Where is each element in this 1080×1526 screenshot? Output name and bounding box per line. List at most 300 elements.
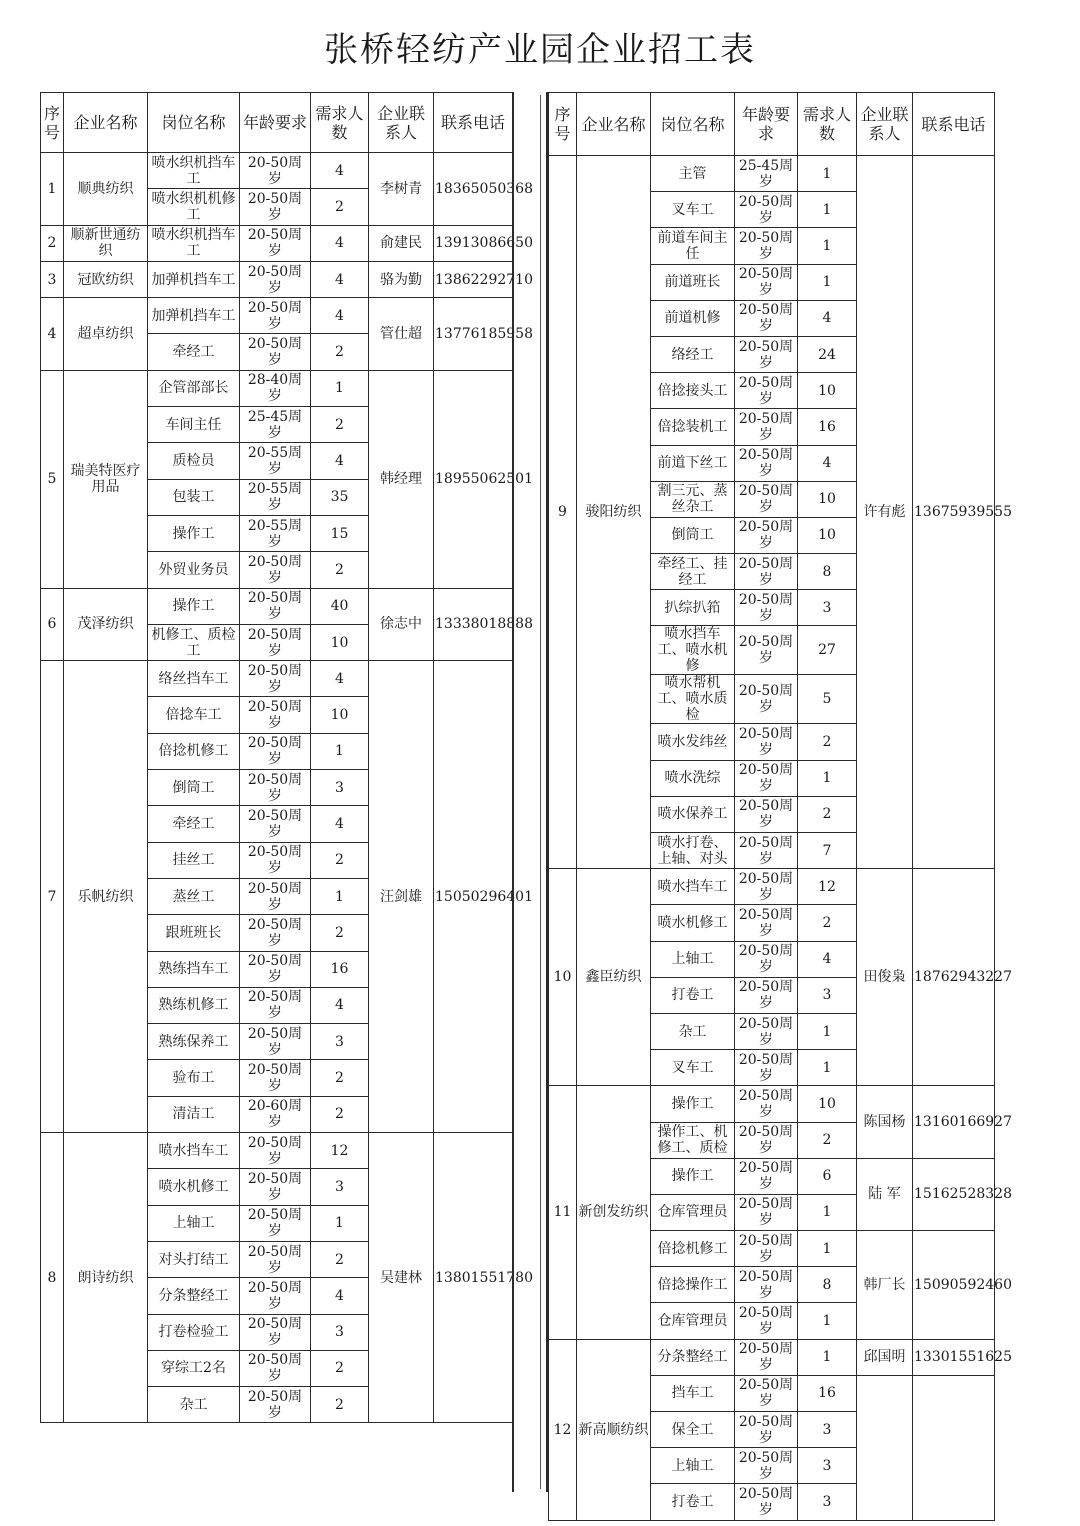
age-cell: 20-50周岁 (735, 675, 798, 724)
need-count-cell: 27 (798, 626, 857, 675)
position-cell: 打卷检验工 (148, 1314, 240, 1350)
age-cell: 20-50周岁 (735, 796, 798, 832)
age-cell: 20-50周岁 (735, 1339, 798, 1375)
phone-cell: 18955062501 (434, 370, 513, 588)
table-row (41, 225, 513, 261)
center-separator-line (540, 95, 541, 1489)
recruitment-table-right (548, 92, 1012, 1521)
age-cell: 20-50周岁 (240, 1387, 311, 1423)
position-cell: 仓库管理员 (651, 1194, 735, 1230)
need-count-cell: 12 (798, 869, 857, 905)
position-cell: 叉车工 (651, 192, 735, 228)
contact-person-cell: 吴建林 (369, 1133, 434, 1423)
header-contact: 企业联系人 (857, 93, 913, 156)
position-cell: 操作工 (148, 588, 240, 624)
need-count-cell: 3 (311, 1169, 369, 1205)
need-count-cell: 2 (311, 1241, 369, 1277)
contact-person-cell: 许有彪 (857, 156, 913, 869)
seq-cell: 3 (41, 261, 64, 297)
position-cell: 操作工 (651, 1158, 735, 1194)
position-cell: 倍捻机修工 (148, 733, 240, 769)
contact-person-cell: 汪剑雄 (369, 661, 434, 1133)
need-count-cell: 2 (311, 407, 369, 443)
seq-cell: 9 (549, 156, 577, 869)
age-cell: 20-50周岁 (240, 334, 311, 370)
need-count-cell: 10 (798, 481, 857, 517)
company-name-cell: 超卓纺织 (64, 298, 148, 371)
age-cell: 20-50周岁 (735, 1086, 798, 1122)
company-name-cell: 顺新世通纺织 (64, 225, 148, 261)
position-cell: 喷水织机挡车工 (148, 153, 240, 189)
position-cell: 上轴工 (148, 1205, 240, 1241)
company-name-cell: 茂泽纺织 (64, 588, 148, 661)
need-count-cell: 8 (798, 1267, 857, 1303)
need-count-cell: 3 (798, 590, 857, 626)
contact-person-cell: 李树青 (369, 153, 434, 226)
need-count-cell: 1 (798, 264, 857, 300)
seq-cell: 10 (549, 869, 577, 1086)
phone-cell: 18762943227 (913, 869, 995, 1086)
position-cell: 跟班班长 (148, 915, 240, 951)
age-cell: 20-50周岁 (735, 833, 798, 869)
position-cell: 熟练挡车工 (148, 951, 240, 987)
position-cell: 络丝挡车工 (148, 661, 240, 697)
position-cell: 分条整经工 (651, 1339, 735, 1375)
need-count-cell: 10 (311, 624, 369, 660)
age-cell: 20-50周岁 (735, 1158, 798, 1194)
need-count-cell: 16 (311, 951, 369, 987)
position-cell: 喷水帮机工、喷水质检 (651, 675, 735, 724)
age-cell: 20-50周岁 (240, 298, 311, 334)
phone-cell: 18365050368 (434, 153, 513, 226)
age-cell: 20-50周岁 (240, 915, 311, 951)
seq-cell: 11 (549, 1086, 577, 1339)
seq-cell: 12 (549, 1339, 577, 1520)
need-count-cell: 1 (798, 760, 857, 796)
age-cell: 20-50周岁 (240, 661, 311, 697)
position-cell: 车间主任 (148, 407, 240, 443)
age-cell: 20-50周岁 (240, 1133, 311, 1169)
header-need: 需求人数 (311, 93, 369, 153)
age-cell: 20-50周岁 (735, 1194, 798, 1230)
age-cell: 20-50周岁 (240, 261, 311, 297)
age-cell: 20-50周岁 (240, 1169, 311, 1205)
age-cell: 28-40周岁 (240, 370, 311, 406)
contact-person-cell (857, 1375, 913, 1520)
age-cell: 20-50周岁 (735, 760, 798, 796)
position-cell: 上轴工 (651, 1448, 735, 1484)
age-cell: 20-55周岁 (240, 443, 311, 479)
contact-person-cell: 田俊枭 (857, 869, 913, 1086)
header-phone: 联系电话 (434, 93, 513, 153)
age-cell: 20-50周岁 (240, 697, 311, 733)
need-count-cell: 2 (798, 905, 857, 941)
need-count-cell: 6 (798, 1158, 857, 1194)
header-age: 年龄要求 (240, 93, 311, 153)
need-count-cell: 5 (798, 675, 857, 724)
header-contact: 企业联系人 (369, 93, 434, 153)
age-cell: 20-50周岁 (240, 1314, 311, 1350)
age-cell: 20-50周岁 (735, 445, 798, 481)
need-count-cell: 4 (798, 445, 857, 481)
age-cell: 20-50周岁 (735, 1122, 798, 1158)
need-count-cell: 2 (798, 1122, 857, 1158)
age-cell: 20-50周岁 (735, 192, 798, 228)
seq-cell: 7 (41, 661, 64, 1133)
age-cell: 20-50周岁 (735, 1303, 798, 1339)
position-cell: 质检员 (148, 443, 240, 479)
age-cell: 20-50周岁 (240, 806, 311, 842)
position-cell: 清洁工 (148, 1096, 240, 1132)
position-cell: 扒综扒筘 (651, 590, 735, 626)
age-cell: 20-50周岁 (735, 1231, 798, 1267)
need-count-cell: 4 (311, 987, 369, 1023)
table-row (549, 1086, 995, 1122)
need-count-cell: 4 (798, 941, 857, 977)
age-cell: 20-50周岁 (735, 626, 798, 675)
position-cell: 蒸丝工 (148, 878, 240, 914)
table-row (549, 1339, 995, 1375)
need-count-cell: 1 (798, 1303, 857, 1339)
header-position: 岗位名称 (148, 93, 240, 153)
age-cell: 20-50周岁 (240, 842, 311, 878)
table-row (41, 261, 513, 297)
table-row (41, 1133, 513, 1169)
age-cell: 20-50周岁 (735, 517, 798, 553)
center-separator (512, 92, 548, 1492)
need-count-cell: 4 (311, 153, 369, 189)
company-name-cell: 朗诗纺织 (64, 1133, 148, 1423)
position-cell: 倍捻接头工 (651, 373, 735, 409)
position-cell: 熟练机修工 (148, 987, 240, 1023)
header-row (549, 93, 995, 156)
position-cell: 对头打结工 (148, 1241, 240, 1277)
age-cell: 20-50周岁 (240, 1205, 311, 1241)
need-count-cell: 1 (311, 733, 369, 769)
need-count-cell: 2 (311, 1387, 369, 1423)
company-name-cell: 乐帆纺织 (64, 661, 148, 1133)
position-cell: 打卷工 (651, 1484, 735, 1520)
seq-cell: 6 (41, 588, 64, 661)
need-count-cell: 16 (798, 409, 857, 445)
age-cell: 20-50周岁 (240, 1350, 311, 1386)
position-cell: 挡车工 (651, 1375, 735, 1411)
header-phone: 联系电话 (913, 93, 995, 156)
need-count-cell: 40 (311, 588, 369, 624)
position-cell: 加弹机挡车工 (148, 298, 240, 334)
contact-person-cell: 陆 军 (857, 1158, 913, 1230)
need-count-cell: 10 (798, 517, 857, 553)
table-row (41, 661, 513, 697)
need-count-cell: 1 (798, 156, 857, 192)
age-cell: 20-50周岁 (735, 590, 798, 626)
age-cell: 20-50周岁 (240, 733, 311, 769)
age-cell: 20-50周岁 (735, 1050, 798, 1086)
age-cell: 20-50周岁 (240, 987, 311, 1023)
phone-cell: 13862292710 (434, 261, 513, 297)
position-cell: 分条整经工 (148, 1278, 240, 1314)
position-cell: 企管部部长 (148, 370, 240, 406)
position-cell: 叉车工 (651, 1050, 735, 1086)
age-cell: 20-50周岁 (735, 1448, 798, 1484)
seq-cell: 5 (41, 370, 64, 588)
header-position: 岗位名称 (651, 93, 735, 156)
table-row (41, 298, 513, 334)
age-cell: 20-50周岁 (240, 878, 311, 914)
age-cell: 20-50周岁 (240, 189, 311, 225)
header-age: 年龄要求 (735, 93, 798, 156)
age-cell: 20-50周岁 (735, 1013, 798, 1049)
age-cell: 20-50周岁 (240, 624, 311, 660)
age-cell: 20-50周岁 (240, 1024, 311, 1060)
age-cell: 20-50周岁 (240, 588, 311, 624)
need-count-cell: 2 (311, 334, 369, 370)
header-seq: 序号 (41, 93, 64, 153)
seq-cell: 4 (41, 298, 64, 371)
position-cell: 喷水织机挡车工 (148, 225, 240, 261)
need-count-cell: 2 (311, 1060, 369, 1096)
position-cell: 喷水挡车工 (148, 1133, 240, 1169)
phone-cell: 13801551780 (434, 1133, 513, 1423)
page-title: 张桥轻纺产业园企业招工表 (324, 30, 756, 70)
need-count-cell: 35 (311, 479, 369, 515)
age-cell: 20-50周岁 (735, 941, 798, 977)
phone-cell: 15050296401 (434, 661, 513, 1133)
position-cell: 前道机修 (651, 300, 735, 336)
need-count-cell: 1 (798, 1013, 857, 1049)
need-count-cell: 10 (798, 1086, 857, 1122)
need-count-cell: 2 (311, 189, 369, 225)
position-cell: 包装工 (148, 479, 240, 515)
need-count-cell: 3 (798, 1448, 857, 1484)
age-cell: 20-50周岁 (240, 225, 311, 261)
position-cell: 保全工 (651, 1412, 735, 1448)
need-count-cell: 12 (311, 1133, 369, 1169)
company-name-cell: 顺典纺织 (64, 153, 148, 226)
need-count-cell: 16 (798, 1375, 857, 1411)
position-cell: 熟练保养工 (148, 1024, 240, 1060)
phone-cell: 13675939555 (913, 156, 995, 869)
table-row (41, 588, 513, 624)
table-row (41, 153, 513, 189)
need-count-cell: 4 (311, 806, 369, 842)
need-count-cell: 1 (311, 1205, 369, 1241)
need-count-cell: 4 (311, 225, 369, 261)
phone-cell: 15090592460 (913, 1231, 995, 1340)
need-count-cell: 1 (311, 370, 369, 406)
age-cell: 20-50周岁 (735, 977, 798, 1013)
contact-person-cell: 徐志中 (369, 588, 434, 661)
phone-cell: 13160166927 (913, 1086, 995, 1158)
table-row (549, 869, 995, 905)
position-cell: 络经工 (651, 336, 735, 372)
position-cell: 牵经工 (148, 334, 240, 370)
position-cell: 牵经工、挂经工 (651, 554, 735, 590)
position-cell: 喷水机修工 (148, 1169, 240, 1205)
company-name-cell: 新创发纺织 (577, 1086, 651, 1339)
position-cell: 倒筒工 (148, 770, 240, 806)
position-cell: 喷水机修工 (651, 905, 735, 941)
contact-person-cell: 骆为勤 (369, 261, 434, 297)
position-cell: 喷水发纬丝 (651, 724, 735, 760)
need-count-cell: 10 (311, 697, 369, 733)
position-cell: 倒筒工 (651, 517, 735, 553)
need-count-cell: 2 (311, 1096, 369, 1132)
position-cell: 倍捻车工 (148, 697, 240, 733)
age-cell: 20-50周岁 (735, 1484, 798, 1520)
position-cell: 主管 (651, 156, 735, 192)
phone-cell: 13913086650 (434, 225, 513, 261)
age-cell: 20-50周岁 (735, 336, 798, 372)
position-cell: 操作工 (651, 1086, 735, 1122)
header-company: 企业名称 (64, 93, 148, 153)
position-cell: 喷水保养工 (651, 796, 735, 832)
position-cell: 喷水挡车工 (651, 869, 735, 905)
age-cell: 20-50周岁 (735, 554, 798, 590)
need-count-cell: 3 (311, 1314, 369, 1350)
position-cell: 挂丝工 (148, 842, 240, 878)
table-row (549, 156, 995, 192)
need-count-cell: 2 (311, 552, 369, 588)
need-count-cell: 4 (311, 1278, 369, 1314)
age-cell: 20-50周岁 (735, 869, 798, 905)
need-count-cell: 3 (798, 1484, 857, 1520)
need-count-cell: 2 (798, 724, 857, 760)
position-cell: 前道下丝工 (651, 445, 735, 481)
need-count-cell: 1 (798, 228, 857, 264)
position-cell: 倍捻机修工 (651, 1231, 735, 1267)
table-row (41, 370, 513, 406)
need-count-cell: 2 (798, 796, 857, 832)
age-cell: 20-50周岁 (240, 1060, 311, 1096)
contact-person-cell: 邱国明 (857, 1339, 913, 1375)
phone-cell (913, 1375, 995, 1520)
age-cell: 20-50周岁 (240, 770, 311, 806)
header-company: 企业名称 (577, 93, 651, 156)
age-cell: 20-50周岁 (735, 373, 798, 409)
position-cell: 喷水打卷、上轴、对头 (651, 833, 735, 869)
age-cell: 20-50周岁 (735, 724, 798, 760)
need-count-cell: 1 (798, 1339, 857, 1375)
age-cell: 20-50周岁 (735, 264, 798, 300)
company-name-cell: 冠欧纺织 (64, 261, 148, 297)
seq-cell: 2 (41, 225, 64, 261)
need-count-cell: 1 (798, 1194, 857, 1230)
position-cell: 杂工 (651, 1013, 735, 1049)
need-count-cell: 1 (798, 192, 857, 228)
age-cell: 20-50周岁 (735, 905, 798, 941)
need-count-cell: 1 (311, 878, 369, 914)
need-count-cell: 3 (798, 1412, 857, 1448)
need-count-cell: 3 (311, 770, 369, 806)
age-cell: 20-55周岁 (240, 479, 311, 515)
position-cell: 前道班长 (651, 264, 735, 300)
position-cell: 前道车间主任 (651, 228, 735, 264)
need-count-cell: 4 (311, 443, 369, 479)
company-name-cell: 骏阳纺织 (577, 156, 651, 869)
position-cell: 喷水洗综 (651, 760, 735, 796)
age-cell: 20-50周岁 (735, 481, 798, 517)
position-cell: 操作工、机修工、质检 (651, 1122, 735, 1158)
header-row (41, 93, 513, 153)
need-count-cell: 10 (798, 373, 857, 409)
position-cell: 仓库管理员 (651, 1303, 735, 1339)
phone-cell: 13301551625 (913, 1339, 995, 1375)
position-cell: 杂工 (148, 1387, 240, 1423)
age-cell: 20-50周岁 (240, 153, 311, 189)
age-cell: 20-50周岁 (240, 1241, 311, 1277)
age-cell: 20-50周岁 (735, 409, 798, 445)
header-seq: 序号 (549, 93, 577, 156)
need-count-cell: 8 (798, 554, 857, 590)
age-cell: 25-45周岁 (735, 156, 798, 192)
company-name-cell: 新高顺纺织 (577, 1339, 651, 1520)
age-cell: 20-50周岁 (735, 300, 798, 336)
position-cell: 穿综工2名 (148, 1350, 240, 1386)
age-cell: 20-50周岁 (240, 951, 311, 987)
company-name-cell: 鑫臣纺织 (577, 869, 651, 1086)
seq-cell: 8 (41, 1133, 64, 1423)
recruitment-table-left (40, 92, 533, 1423)
need-count-cell: 3 (311, 1024, 369, 1060)
age-cell: 20-50周岁 (735, 1375, 798, 1411)
need-count-cell: 15 (311, 515, 369, 551)
position-cell: 外贸业务员 (148, 552, 240, 588)
position-cell: 喷水织机机修工 (148, 189, 240, 225)
need-count-cell: 2 (311, 915, 369, 951)
header-need: 需求人数 (798, 93, 857, 156)
age-cell: 20-50周岁 (240, 1278, 311, 1314)
need-count-cell: 4 (311, 661, 369, 697)
age-cell: 20-50周岁 (735, 228, 798, 264)
age-cell: 20-50周岁 (735, 1412, 798, 1448)
need-count-cell: 4 (311, 261, 369, 297)
phone-cell: 13338018888 (434, 588, 513, 661)
position-cell: 验布工 (148, 1060, 240, 1096)
contact-person-cell: 韩厂长 (857, 1231, 913, 1340)
contact-person-cell: 韩经理 (369, 370, 434, 588)
contact-person-cell: 陈国杨 (857, 1086, 913, 1158)
contact-person-cell: 管仕超 (369, 298, 434, 371)
position-cell: 上轴工 (651, 941, 735, 977)
need-count-cell: 4 (311, 298, 369, 334)
need-count-cell: 1 (798, 1050, 857, 1086)
position-cell: 牵经工 (148, 806, 240, 842)
position-cell: 倍捻装机工 (651, 409, 735, 445)
need-count-cell: 24 (798, 336, 857, 372)
position-cell: 割三元、蒸丝杂工 (651, 481, 735, 517)
age-cell: 25-45周岁 (240, 407, 311, 443)
position-cell: 喷水挡车工、喷水机修 (651, 626, 735, 675)
phone-cell: 15162528328 (913, 1158, 995, 1230)
age-cell: 20-60周岁 (240, 1096, 311, 1132)
need-count-cell: 3 (798, 977, 857, 1013)
company-name-cell: 瑞美特医疗用品 (64, 370, 148, 588)
need-count-cell: 7 (798, 833, 857, 869)
position-cell: 倍捻操作工 (651, 1267, 735, 1303)
need-count-cell: 2 (311, 842, 369, 878)
position-cell: 机修工、质检工 (148, 624, 240, 660)
age-cell: 20-50周岁 (735, 1267, 798, 1303)
seq-cell: 1 (41, 153, 64, 226)
need-count-cell: 1 (798, 1231, 857, 1267)
need-count-cell: 2 (311, 1350, 369, 1386)
position-cell: 打卷工 (651, 977, 735, 1013)
age-cell: 20-55周岁 (240, 515, 311, 551)
phone-cell: 13776185958 (434, 298, 513, 371)
contact-person-cell: 俞建民 (369, 225, 434, 261)
age-cell: 20-50周岁 (240, 552, 311, 588)
